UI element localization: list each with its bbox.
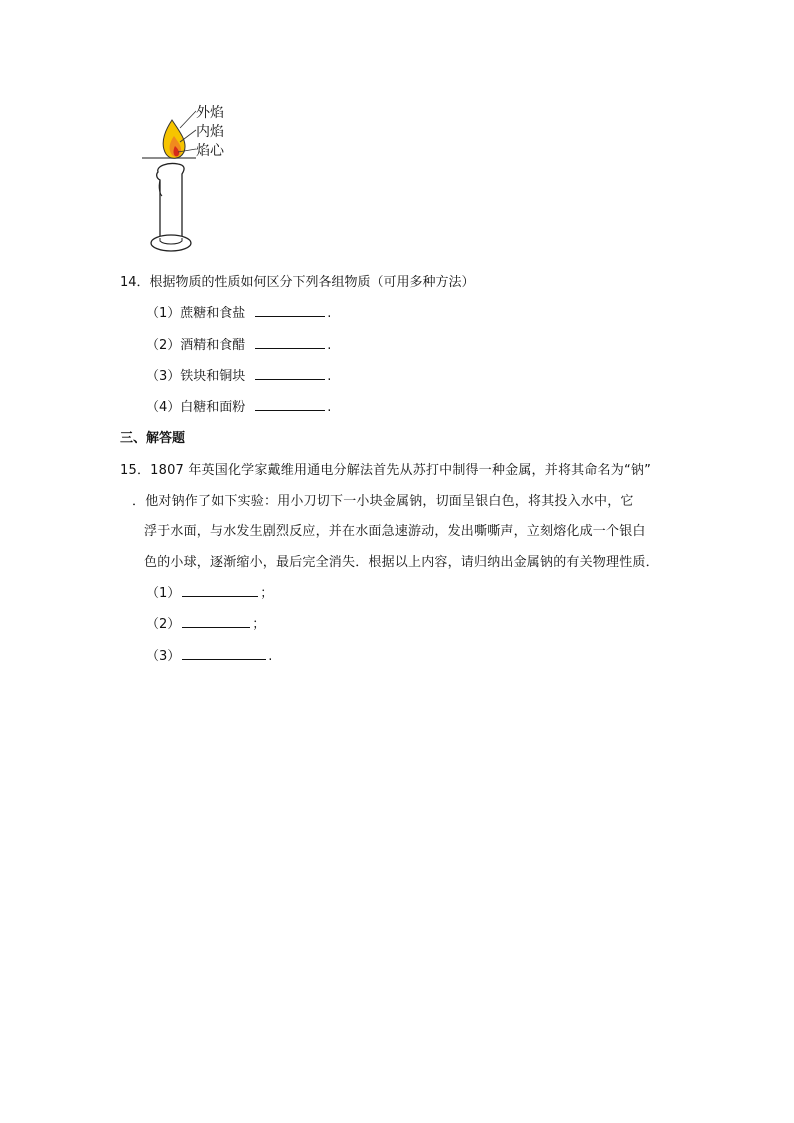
item-number: （3） bbox=[146, 649, 181, 664]
question-15-line-2: ．他对钠作了如下实验：用小刀切下一小块金属钠，切面呈银白色，将其投入水中，它 bbox=[132, 494, 634, 509]
label-inner-flame: 内焰 bbox=[196, 124, 224, 140]
item-number: （4） bbox=[146, 400, 181, 415]
question-14-item-1 bbox=[146, 302, 331, 321]
answer-blank[interactable] bbox=[255, 398, 325, 411]
item-end: . bbox=[327, 306, 332, 321]
leader-line-outer bbox=[180, 111, 196, 128]
item-end: . bbox=[268, 649, 273, 664]
section-title: 三、解答题 bbox=[120, 431, 186, 446]
label-outer-flame: 外焰 bbox=[196, 105, 224, 121]
question-15-item-2 bbox=[146, 613, 265, 632]
answer-blank[interactable] bbox=[255, 336, 325, 349]
answer-blank[interactable] bbox=[182, 647, 266, 660]
item-end: ； bbox=[252, 617, 266, 632]
item-number: （1） bbox=[146, 306, 181, 321]
question-14-item-4 bbox=[146, 396, 331, 415]
item-end: . bbox=[327, 400, 332, 415]
question-15-line-3: 浮于水面，与水发生剧烈反应，并在水面急速游动，发出嘶嘶声，立刻熔化成一个银白 bbox=[144, 524, 646, 539]
item-text: 铁块和铜块 bbox=[180, 369, 246, 384]
item-text: 白糖和面粉 bbox=[180, 400, 246, 415]
label-flame-core: 焰心 bbox=[196, 143, 224, 159]
answer-blank[interactable] bbox=[182, 584, 258, 597]
item-number: （2） bbox=[146, 617, 181, 632]
question-15-item-1 bbox=[146, 582, 273, 601]
question-14-item-2 bbox=[146, 334, 331, 353]
item-text: 酒精和食醋 bbox=[180, 338, 246, 353]
candle-holder-base bbox=[151, 235, 191, 251]
question-14-item-3 bbox=[146, 365, 331, 384]
item-number: （3） bbox=[146, 369, 181, 384]
item-end: ； bbox=[260, 586, 274, 601]
item-text: 蔗糖和食盐 bbox=[180, 306, 246, 321]
item-number: （2） bbox=[146, 338, 181, 353]
question-14-stem: 14．根据物质的性质如何区分下列各组物质（可用多种方法） bbox=[120, 275, 475, 290]
item-end: . bbox=[327, 338, 332, 353]
candle-body bbox=[157, 163, 184, 238]
candle-flame-figure bbox=[138, 98, 238, 260]
answer-blank[interactable] bbox=[182, 615, 250, 628]
answer-blank[interactable] bbox=[255, 304, 325, 317]
item-end: . bbox=[327, 369, 332, 384]
item-number: （1） bbox=[146, 586, 181, 601]
question-15-line-1: 15．1807 年英国化学家戴维用通电分解法首先从苏打中制得一种金属，并将其命名为“钠” bbox=[120, 463, 652, 478]
answer-blank[interactable] bbox=[255, 367, 325, 380]
question-15-line-4: 色的小球，逐渐缩小，最后完全消失．根据以上内容，请归纳出金属钠的有关物理性质． bbox=[144, 555, 659, 570]
question-15-item-3 bbox=[146, 645, 272, 664]
